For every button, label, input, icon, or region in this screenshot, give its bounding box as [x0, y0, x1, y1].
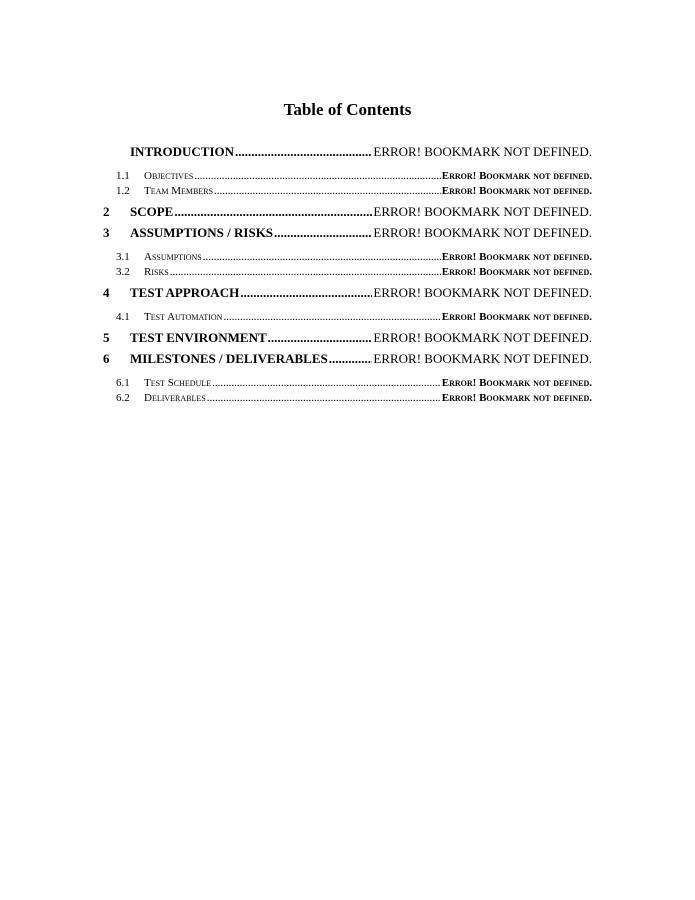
toc-list: [103, 143, 592, 406]
toc-entry-number: 3.1: [116, 251, 130, 263]
toc-entry-number: 4: [103, 285, 110, 300]
toc-entry-number: 4.1: [116, 311, 130, 323]
toc-entry-test-automation[interactable]: [103, 310, 592, 325]
dot-leader: [274, 224, 372, 242]
dot-leader: [268, 329, 373, 347]
toc-entry-page-ref: Error! Bookmark not defined.: [441, 392, 592, 404]
toc-entry-page-ref: Error! Bookmark not defined.: [441, 251, 592, 263]
dot-leader: [329, 350, 373, 368]
toc-entry-page-ref: ERROR! BOOKMARK NOT DEFINED.: [373, 144, 592, 159]
toc-entry-number: 1.2: [116, 185, 130, 197]
dot-leader: [194, 169, 440, 184]
toc-entry-number: 5: [103, 330, 110, 345]
toc-entry-label: Objectives: [144, 170, 194, 182]
toc-entry-label: Team Members: [144, 185, 214, 197]
toc-entry-page-ref: Error! Bookmark not defined.: [441, 311, 592, 323]
toc-entry-test-environment[interactable]: [103, 329, 592, 350]
toc-entry-label: ASSUMPTIONS / RISKS: [130, 225, 274, 240]
toc-entry-page-ref: ERROR! BOOKMARK NOT DEFINED.: [373, 225, 592, 240]
toc-entry-test-schedule[interactable]: [103, 376, 592, 391]
toc-entry-page-ref: ERROR! BOOKMARK NOT DEFINED.: [373, 351, 592, 366]
dot-leader: [223, 310, 440, 325]
toc-entry-label: Assumptions: [144, 251, 202, 263]
toc-entry-label: INTRODUCTION: [130, 144, 235, 159]
toc-entry-page-ref: ERROR! BOOKMARK NOT DEFINED.: [373, 204, 592, 219]
toc-entry-objectives[interactable]: [103, 169, 592, 184]
toc-entry-label: Deliverables: [144, 392, 206, 404]
toc-title: Table of Contents: [283, 100, 412, 119]
toc-entry-number: 6: [103, 351, 110, 366]
toc-entry-number: 1.1: [116, 170, 130, 182]
dot-leader: [174, 203, 372, 221]
dot-leader: [240, 284, 372, 302]
toc-entry-test-approach[interactable]: [103, 284, 592, 305]
toc-entry-milestones-deliverables[interactable]: [103, 350, 592, 371]
toc-entry-label: Risks: [144, 266, 169, 278]
toc-entry-risks[interactable]: [103, 265, 592, 280]
toc-entry-page-ref: Error! Bookmark not defined.: [441, 266, 592, 278]
dot-leader: [212, 376, 441, 391]
dot-leader: [214, 184, 441, 199]
toc-entry-assumptions[interactable]: [103, 250, 592, 265]
toc-entry-number: 2: [103, 204, 110, 219]
toc-entry-label: Test Schedule: [144, 377, 212, 389]
toc-entry-page-ref: Error! Bookmark not defined.: [441, 170, 592, 182]
toc-entry-introduction[interactable]: [103, 143, 592, 164]
toc-entry-number: 6.1: [116, 377, 130, 389]
toc-entry-team-members[interactable]: [103, 184, 592, 199]
toc-entry-label: TEST APPROACH: [130, 285, 240, 300]
toc-entry-page-ref: Error! Bookmark not defined.: [441, 377, 592, 389]
dot-leader: [207, 391, 441, 406]
dot-leader: [170, 265, 441, 280]
toc-entry-number: 6.2: [116, 392, 130, 404]
toc-entry-page-ref: ERROR! BOOKMARK NOT DEFINED.: [373, 285, 592, 300]
toc-entry-number: 3: [103, 225, 110, 240]
dot-leader: [235, 143, 372, 161]
dot-leader: [203, 250, 441, 265]
toc-entry-page-ref: ERROR! BOOKMARK NOT DEFINED.: [373, 330, 592, 345]
toc-entry-label: TEST ENVIRONMENT: [130, 330, 267, 345]
toc-entry-label: MILESTONES / DELIVERABLES: [130, 351, 328, 366]
toc-entry-label: Test Automation: [144, 311, 223, 323]
toc-entry-assumptions-risks[interactable]: [103, 224, 592, 245]
toc-entry-page-ref: Error! Bookmark not defined.: [441, 185, 592, 197]
toc-entry-number: 3.2: [116, 266, 130, 278]
toc-entry-label: SCOPE: [130, 204, 174, 219]
toc-entry-scope[interactable]: [103, 203, 592, 224]
toc-entry-deliverables[interactable]: [103, 391, 592, 406]
